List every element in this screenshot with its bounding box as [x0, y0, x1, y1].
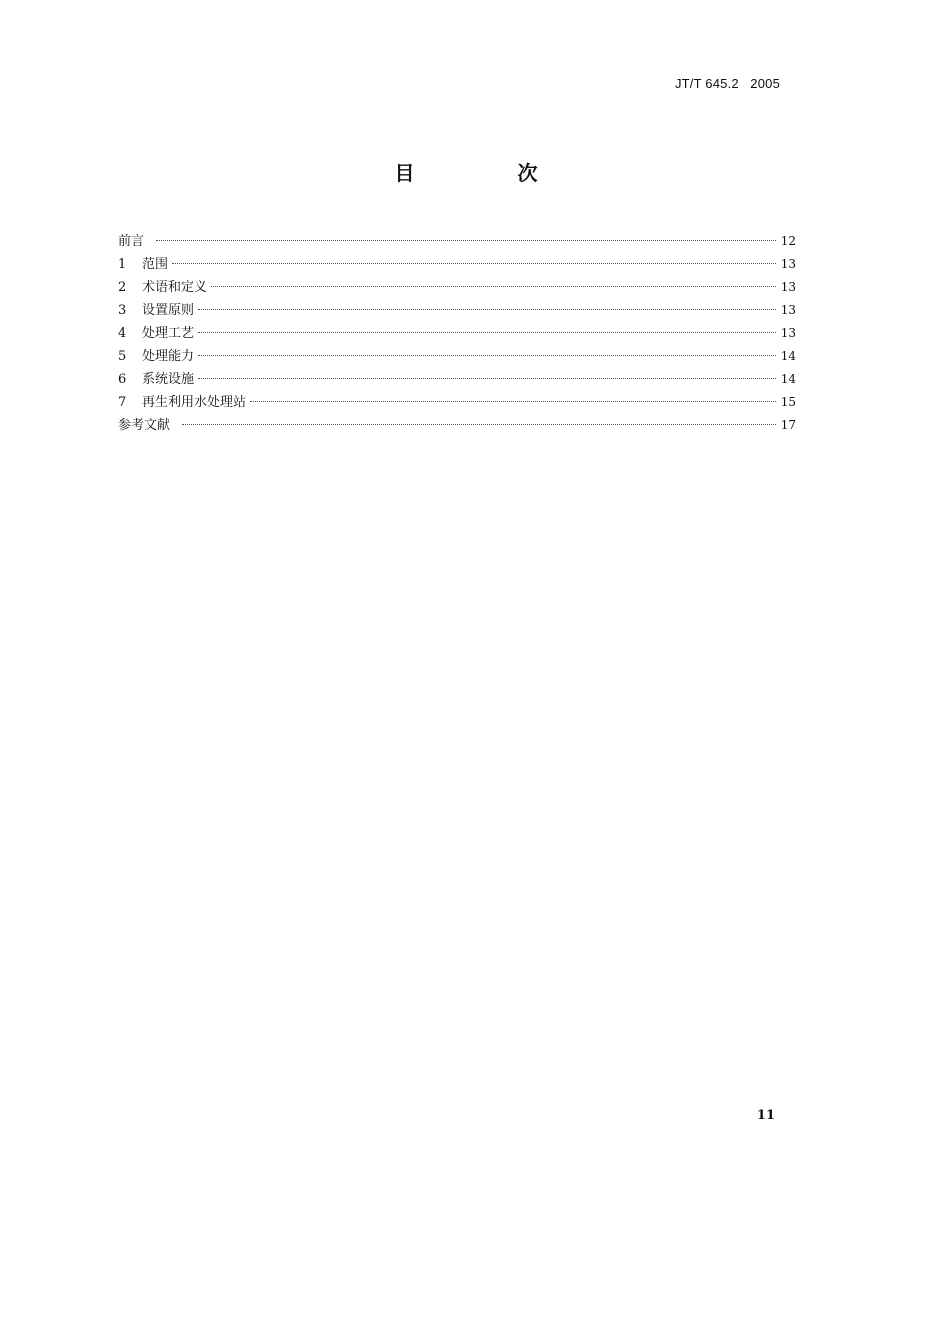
table-of-contents — [118, 231, 796, 438]
toc-leader-dots — [211, 286, 776, 287]
toc-entry-page: 17 — [780, 418, 796, 432]
toc-entry-7[interactable] — [118, 392, 796, 415]
toc-entry-2[interactable] — [118, 277, 796, 300]
toc-leader-dots — [182, 424, 776, 425]
page-number: 11 — [756, 1108, 775, 1123]
toc-entry-label: 设置原则 — [142, 303, 195, 318]
toc-entry-number: 2 — [118, 280, 127, 295]
toc-entry-page: 13 — [780, 303, 796, 317]
toc-entry-label: 术语和定义 — [142, 280, 208, 295]
toc-entry-label: 处理工艺 — [142, 326, 195, 341]
toc-entry-6[interactable] — [118, 369, 796, 392]
toc-entry-foreword[interactable] — [118, 231, 796, 254]
toc-leader-dots — [250, 401, 776, 402]
toc-entry-number: 5 — [118, 349, 127, 364]
toc-entry-page: 14 — [780, 349, 796, 363]
toc-entry-4[interactable] — [118, 323, 796, 346]
toc-entry-page: 13 — [780, 257, 796, 271]
toc-entry-label: 处理能力 — [142, 349, 195, 364]
toc-entry-bibliography[interactable] — [118, 415, 796, 438]
toc-entry-page: 12 — [780, 234, 796, 248]
toc-entry-label: 范围 — [142, 257, 169, 272]
toc-entry-page: 14 — [780, 372, 796, 386]
toc-leader-dots — [156, 240, 776, 241]
toc-entry-1[interactable] — [118, 254, 796, 277]
toc-entry-number: 4 — [118, 326, 127, 341]
toc-entry-3[interactable] — [118, 300, 796, 323]
toc-entry-page: 13 — [780, 280, 796, 294]
toc-leader-dots — [198, 309, 776, 310]
toc-entry-number: 1 — [118, 257, 127, 272]
toc-entry-page: 13 — [780, 326, 796, 340]
toc-entry-label: 参考文献 — [118, 418, 171, 433]
toc-leader-dots — [172, 263, 776, 264]
toc-entry-5[interactable] — [118, 346, 796, 369]
toc-entry-page: 15 — [780, 395, 796, 409]
page-title: 目 次 — [394, 161, 586, 185]
toc-leader-dots — [198, 355, 776, 356]
standard-code: JT/T 645.2 2005 — [674, 76, 780, 91]
toc-entry-label: 前言 — [118, 234, 145, 249]
toc-entry-number: 6 — [118, 372, 127, 387]
toc-entry-label: 再生利用水处理站 — [142, 395, 247, 410]
toc-entry-label: 系统设施 — [142, 372, 195, 387]
toc-entry-number: 3 — [118, 303, 127, 318]
toc-leader-dots — [198, 378, 776, 379]
toc-leader-dots — [198, 332, 776, 333]
toc-entry-number: 7 — [118, 395, 127, 410]
